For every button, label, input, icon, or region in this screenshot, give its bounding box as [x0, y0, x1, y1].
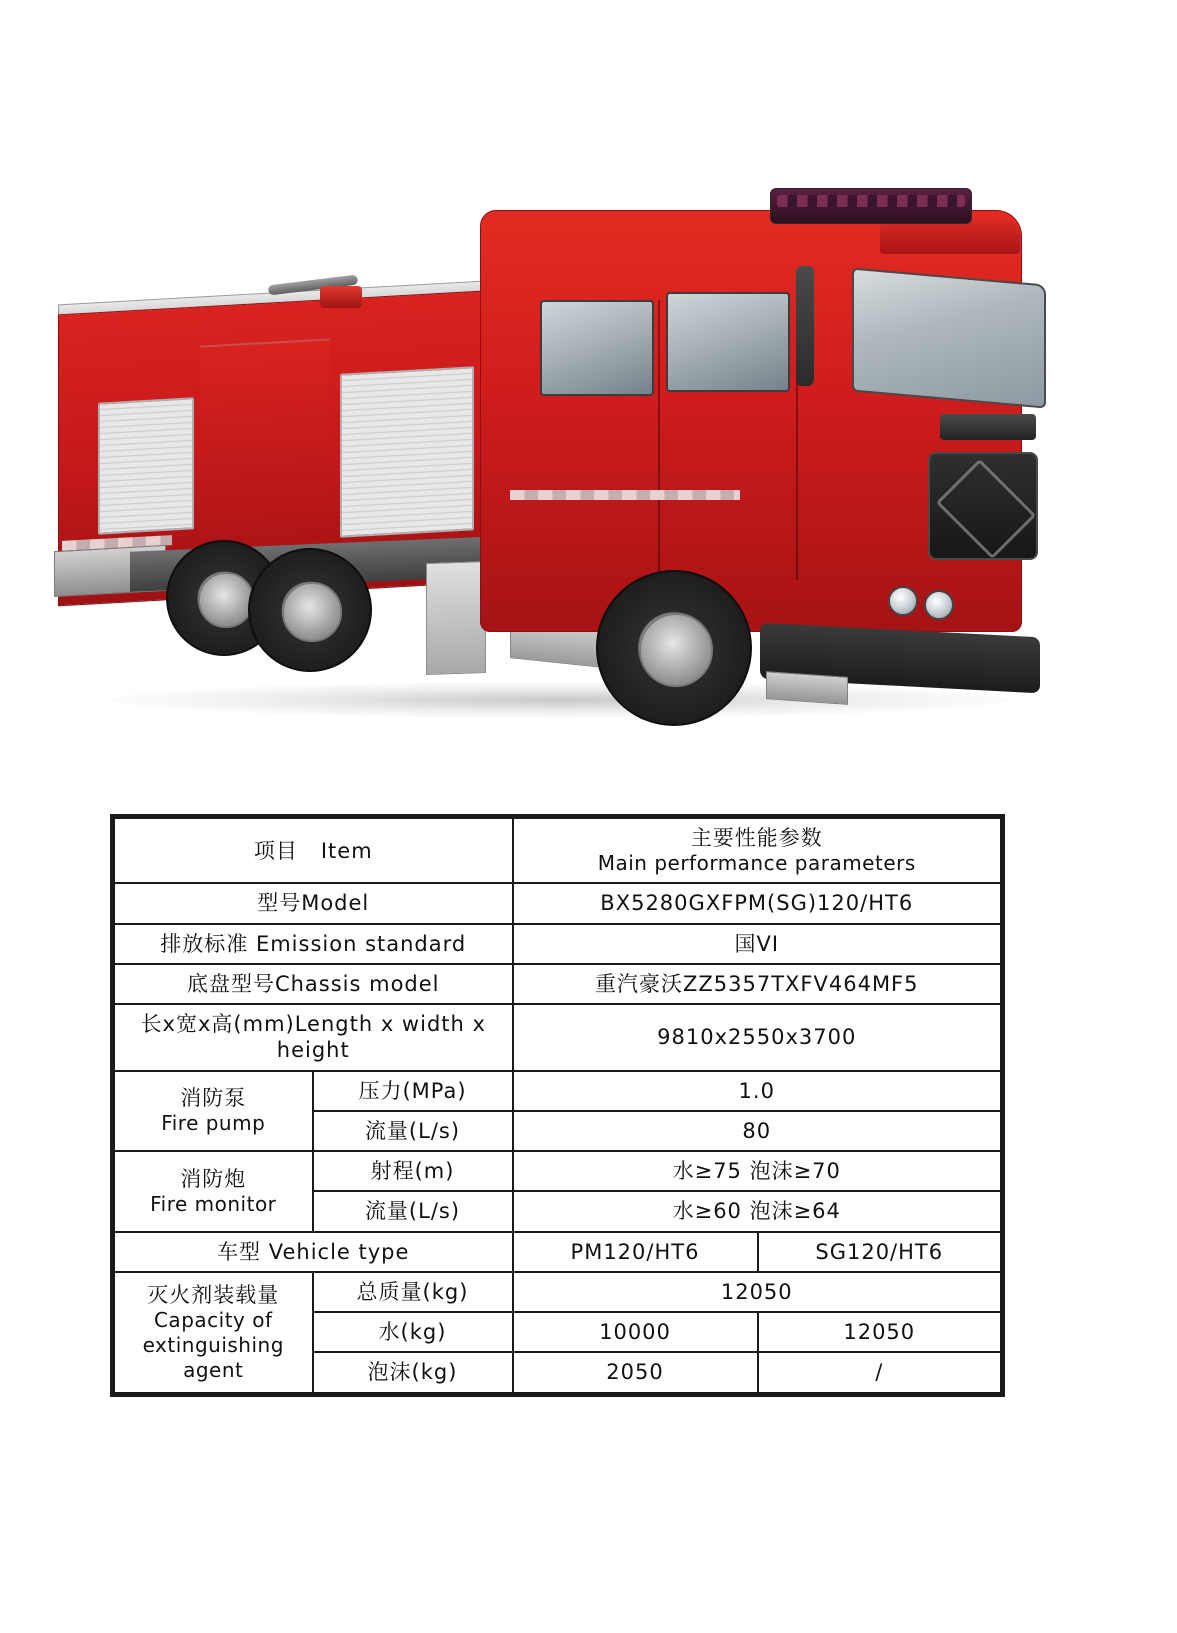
row-value-chassis: 重汽豪沃ZZ5357TXFV464MF5: [513, 964, 1003, 1004]
monitor-base: [320, 286, 362, 308]
row-label-vehicle-type: 车型 Vehicle type: [113, 1232, 513, 1272]
rear-wheel-2: [248, 548, 372, 672]
row-value-pump-pressure: 1.0: [513, 1071, 1003, 1111]
windshield: [852, 268, 1046, 409]
row-value-model: BX5280GXFPM(SG)120/HT6: [513, 883, 1003, 923]
water-tank-panel: [200, 338, 330, 527]
row-value-water-left: 10000: [513, 1312, 758, 1352]
row-value-monitor-range: 水≥75 泡沫≥70: [513, 1151, 1003, 1191]
cab-roof-fairing: [880, 220, 1020, 254]
front-step: [766, 671, 848, 705]
row-value-foam-right: /: [758, 1352, 1003, 1394]
row-value-vehicle-type-right: SG120/HT6: [758, 1232, 1003, 1272]
headlight-right-icon: [924, 590, 954, 620]
group-label-capacity: [113, 1272, 313, 1394]
row-label-foam: 泡沫(kg): [313, 1352, 513, 1394]
product-photo: [0, 0, 1177, 800]
wheel-hub: [639, 613, 713, 687]
row-value-emission: 国VI: [513, 924, 1003, 964]
headlight-left-icon: [888, 586, 918, 616]
brand-badge: [940, 414, 1036, 440]
row-label-pump-pressure: 压力(MPa): [313, 1071, 513, 1111]
table-row: [113, 964, 1003, 1004]
wheel-hub: [198, 572, 254, 628]
row-value-vehicle-type-left: PM120/HT6: [513, 1232, 758, 1272]
fuel-tank-box: [426, 561, 486, 675]
table-row: [113, 1151, 1003, 1191]
row-value-foam-left: 2050: [513, 1352, 758, 1394]
capacity-label-en-2: extinguishing agent: [142, 1332, 284, 1382]
capacity-label-en-1: Capacity of: [153, 1307, 273, 1332]
fire-monitor-label-cn: 消防炮: [180, 1166, 247, 1191]
roof-light-bar-icon: [770, 188, 972, 224]
row-value-dimensions: 9810x2550x3700: [513, 1004, 1003, 1071]
cab-rear-side-window: [540, 300, 654, 396]
equipment-locker-rear: [98, 397, 194, 534]
group-label-fire-pump: [113, 1071, 313, 1152]
truck-shadow: [110, 682, 1010, 718]
row-value-total-mass: 12050: [513, 1272, 1003, 1312]
table-row: [113, 1232, 1003, 1272]
fire-truck-illustration: [40, 70, 1140, 730]
row-label-pump-flow: 流量(L/s): [313, 1111, 513, 1151]
fire-monitor-label-en: Fire monitor: [150, 1191, 277, 1216]
table-row: [113, 924, 1003, 964]
fire-pump-label-en: Fire pump: [161, 1111, 266, 1136]
row-value-pump-flow: 80: [513, 1111, 1003, 1151]
row-label-model: 型号Model: [113, 883, 513, 923]
specification-table-wrapper: [110, 814, 1000, 1397]
side-mirror-icon: [796, 266, 814, 386]
cab-door-seam-rear: [658, 300, 660, 580]
equipment-locker-mid: [340, 366, 474, 537]
row-label-water: 水(kg): [313, 1312, 513, 1352]
group-label-fire-monitor: [113, 1151, 313, 1232]
header-value-cell: [513, 817, 1003, 884]
row-value-water-right: 12050: [758, 1312, 1003, 1352]
row-label-monitor-range: 射程(m): [313, 1151, 513, 1191]
header-item-en: Item: [320, 838, 373, 863]
side-reflective-strip: [510, 490, 740, 500]
roof-fire-monitor-icon: [268, 272, 378, 306]
header-item-cn: 项目: [253, 838, 298, 863]
fire-pump-label-cn: 消防泵: [180, 1086, 247, 1111]
cab-front-side-window: [666, 292, 790, 392]
table-row: [113, 883, 1003, 923]
front-grille: [928, 452, 1038, 560]
table-header-row: [113, 817, 1003, 884]
specification-table: [110, 814, 1005, 1397]
row-label-chassis: 底盘型号Chassis model: [113, 964, 513, 1004]
capacity-label-cn: 灭火剂装载量: [147, 1282, 280, 1307]
row-label-emission: 排放标准 Emission standard: [113, 924, 513, 964]
row-label-total-mass: 总质量(kg): [313, 1272, 513, 1312]
header-item-cell: [113, 817, 513, 884]
row-label-monitor-flow: 流量(L/s): [313, 1191, 513, 1231]
row-label-dimensions: 长x宽x高(mm)Length x width x height: [113, 1004, 513, 1071]
table-row: [113, 1004, 1003, 1071]
header-value-en: Main performance parameters: [597, 851, 916, 876]
wheel-hub: [282, 582, 341, 641]
front-wheel: [596, 570, 752, 726]
table-row: [113, 1272, 1003, 1312]
header-value-cn: 主要性能参数: [690, 826, 823, 850]
table-row: [113, 1071, 1003, 1111]
row-value-monitor-flow: 水≥60 泡沫≥64: [513, 1191, 1003, 1231]
